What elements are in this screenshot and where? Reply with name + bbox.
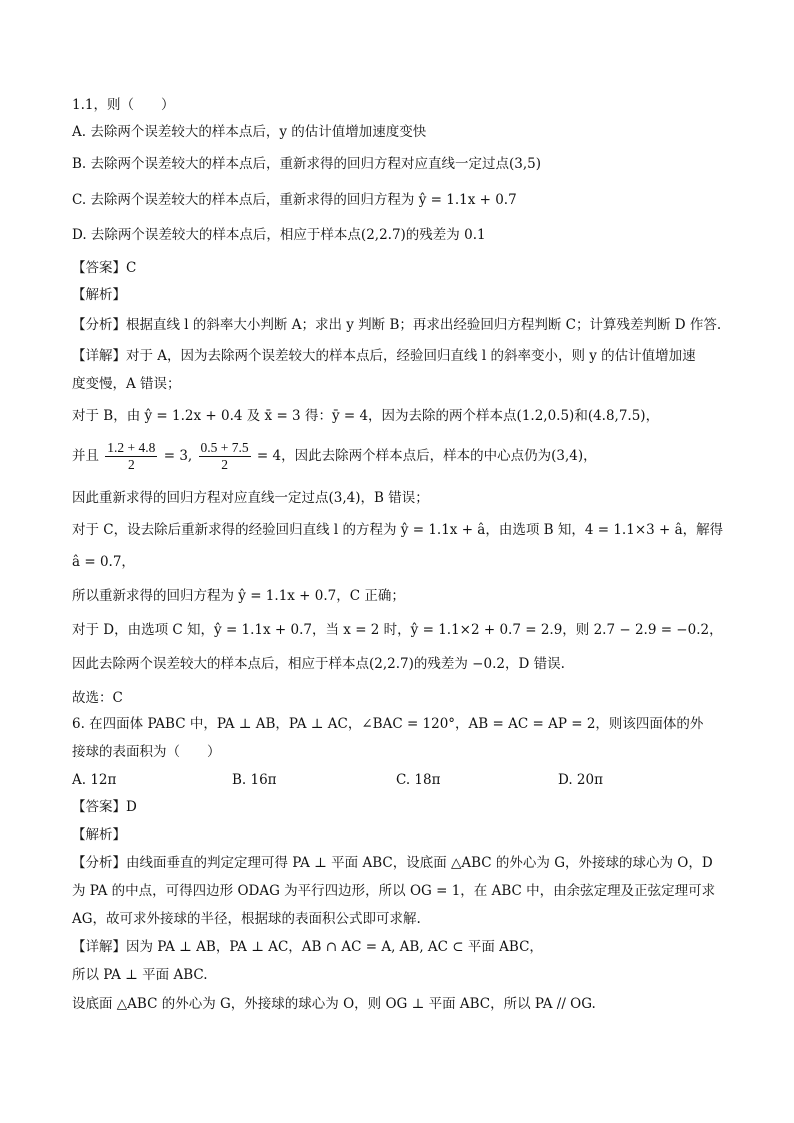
q5-answer: 【答案】C bbox=[72, 260, 137, 276]
q5-option-d: D. 去除两个误差较大的样本点后，相应于样本点(2,2.7)的残差为 0.1 bbox=[72, 227, 486, 243]
q6-option-d: D. 20π bbox=[558, 772, 603, 788]
fraction-1-denominator: 2 bbox=[127, 457, 135, 472]
q5-detail-line-6: 对于 C，设去除后重新求得的经验回归直线 l 的方程为 ŷ = 1.1x + â，由选项 B 知，4 = 1.1×3 + â，解得 bbox=[72, 522, 724, 538]
q5-analysis-heading: 【解析】 bbox=[72, 287, 126, 303]
fraction-2-numerator: 0.5 + 7.5 bbox=[200, 440, 249, 455]
q6-answer: 【答案】D bbox=[72, 799, 137, 815]
q5-detail-4-suffix: = 4，因此去除两个样本点后，样本的中心点仍为(3,4)， bbox=[256, 448, 597, 464]
q5-detail-line-8: 所以重新求得的回归方程为 ŷ = 1.1x + 0.7，C 正确； bbox=[72, 588, 405, 604]
q5-option-b: B. 去除两个误差较大的样本点后，重新求得的回归方程对应直线一定过点(3,5) bbox=[72, 156, 542, 172]
fraction-2 bbox=[199, 440, 251, 473]
q6-stem-line-2: 接球的表面积为（ ） bbox=[72, 744, 221, 760]
q5-detail-line-4 bbox=[72, 436, 597, 476]
fraction-1-numerator: 1.2 + 4.8 bbox=[107, 440, 156, 455]
q5-detail-line-5: 因此重新求得的回归方程对应直线一定过点(3,4)，B 错误； bbox=[72, 490, 429, 506]
q5-detail-line-3: 对于 B，由 ŷ = 1.2x + 0.4 及 x̄ = 3 得：ȳ = 4，因为去除的两个样本点(1.2,0.5)和(4.8,7.5)， bbox=[72, 408, 660, 424]
fraction-1 bbox=[105, 440, 157, 473]
q6-stem-line-1: 6. 在四面体 PABC 中，PA ⊥ AB，PA ⊥ AC，∠BAC = 120°，AB = AC = AP = 2，则该四面体的外 bbox=[72, 716, 704, 732]
fraction-2-denominator: 2 bbox=[221, 457, 228, 472]
q6-option-b: B. 16π bbox=[232, 772, 277, 788]
q6-analysis-heading: 【解析】 bbox=[72, 827, 126, 843]
q5-conclusion: 故选：C bbox=[72, 690, 123, 706]
q6-option-c: C. 18π bbox=[396, 772, 441, 788]
q6-fenxi-line-3: AG，故可求外接球的半径，根据球的表面积公式即可求解. bbox=[72, 911, 421, 927]
q5-detail-line-2: 度变慢，A 错误； bbox=[72, 376, 181, 392]
q5-stem-tail: 1.1，则（ ） bbox=[72, 97, 175, 113]
q5-detail-line-7: â = 0.7， bbox=[72, 554, 135, 570]
q5-detail-line-10: 因此去除两个误差较大的样本点后，相应于样本点(2,2.7)的残差为 −0.2，D 错误. bbox=[72, 656, 565, 672]
q6-detail-line-2: 所以 PA ⊥ 平面 ABC. bbox=[72, 967, 208, 983]
q6-fenxi-line-2: 为 PA 的中点，可得四边形 ODAG 为平行四边形，所以 OG = 1，在 ABC 中，由余弦定理及正弦定理可求 bbox=[72, 883, 716, 899]
q5-fenxi: 【分析】根据直线 l 的斜率大小判断 A；求出 y 判断 B；再求出经验回归方程判断 C；计算残差判断 D 作答. bbox=[72, 317, 722, 333]
q6-detail-line-3: 设底面 △ABC 的外心为 G，外接球的球心为 O，则 OG ⊥ 平面 ABC，所以 PA // OG. bbox=[72, 996, 596, 1012]
q6-detail-line-1: 【详解】因为 PA ⊥ AB，PA ⊥ AC，AB ∩ AC = A, AB, AC ⊂ 平面 ABC， bbox=[72, 939, 543, 955]
q6-fenxi-line-1: 【分析】由线面垂直的判定定理可得 PA ⊥ 平面 ABC，设底面 △ABC 的外心为 G，外接球的球心为 O，D bbox=[72, 855, 713, 871]
q5-option-c: C. 去除两个误差较大的样本点后，重新求得的回归方程为 ŷ = 1.1x + 0.7 bbox=[72, 192, 517, 208]
q5-detail-line-1: 【详解】对于 A，因为去除两个误差较大的样本点后，经验回归直线 l 的斜率变小，则 y 的估计值增加速 bbox=[72, 348, 696, 364]
q5-option-a: A. 去除两个误差较大的样本点后，y 的估计值增加速度变快 bbox=[72, 124, 427, 140]
q6-option-a: A. 12π bbox=[72, 772, 117, 788]
q5-detail-4-mid: = 3, bbox=[163, 448, 193, 464]
q5-detail-line-9: 对于 D，由选项 C 知，ŷ = 1.1x + 0.7，当 x = 2 时，ŷ = 1.1×2 + 0.7 = 2.9，则 2.7 − 2.9 = −0.2， bbox=[72, 622, 723, 638]
q5-detail-4-prefix: 并且 bbox=[72, 448, 99, 464]
